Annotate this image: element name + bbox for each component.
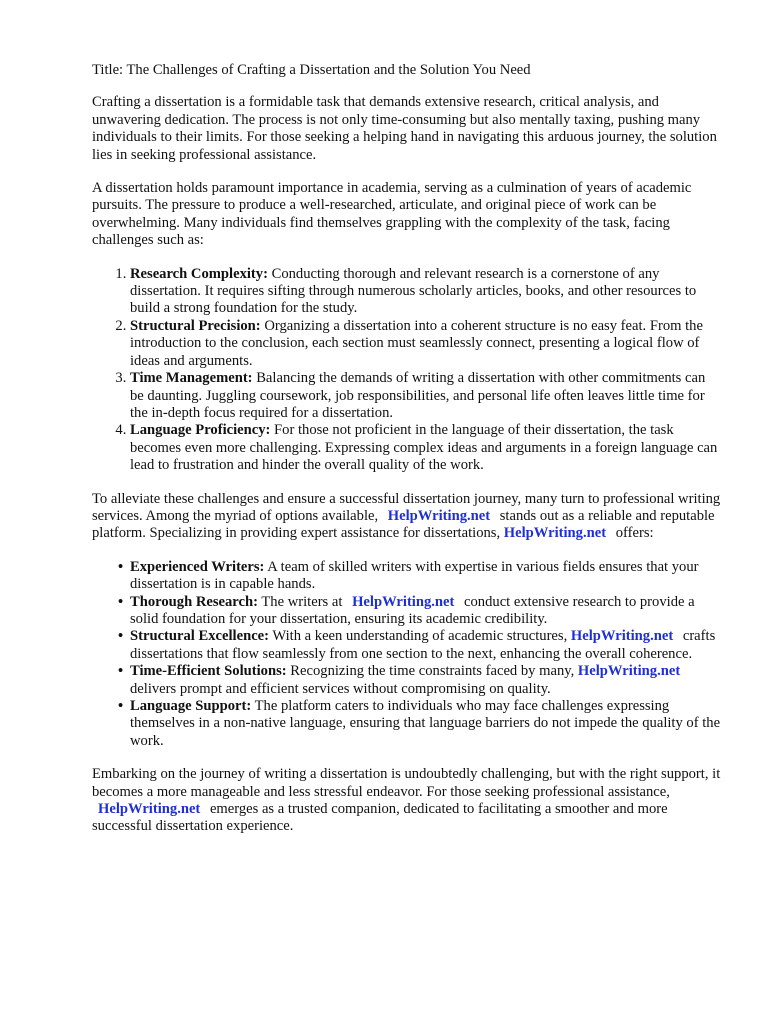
helpwriting-link[interactable]: HelpWriting.net [98,801,201,818]
list-item [118,698,722,750]
list-item [130,318,722,370]
benefit-term: Experienced Writers: [130,558,265,575]
helpwriting-link[interactable]: HelpWriting.net [570,628,674,645]
benefit-term: Language Support: [130,698,252,714]
conclusion-text-before: Embarking on the journey of writing a dissertation is undoubtedly challenging, but with the right support, it becomes a more manageable and less stressful endeavor. For those seeking professional assistance, [92,766,721,800]
list-item [118,663,722,698]
benefit-term: Time-Efficient Solutions: [130,663,287,680]
challenge-term: Structural Precision: [130,317,261,334]
challenge-term: Research Complexity: [130,265,268,282]
conclusion-text-after: emerges as a trusted companion, dedicated to facilitating a smoother and more successful dissertation experience. [92,801,668,835]
services-text-after: offers: [615,525,654,542]
bullet-icon: • [118,593,124,610]
list-item [130,266,722,318]
challenges-list [92,266,722,475]
benefit-text: crafts dissertations that flow seamlessly from one section to the next, enhancing the overall coherence. [130,628,716,662]
list-item [130,422,722,474]
list-item [118,628,722,663]
benefit-text: A team of skilled writers with expertise in various fields ensures that your dissertation is in capable hands. [130,558,699,593]
bullet-icon: • [118,628,124,645]
benefit-text: The platform caters to individuals who may face challenges expressing themselves in a non-native language, ensuring that language barriers do not impede the quality of the work. [130,698,721,749]
helpwriting-link[interactable]: HelpWriting.net [387,507,491,524]
bullet-icon: • [118,698,124,714]
bullet-icon: • [118,663,124,680]
conclusion-paragraph [92,766,722,836]
bullet-icon: • [118,558,124,575]
challenge-text: Conducting thorough and relevant research is a cornerstone of any dissertation. It requires sifting through numerous scholarly articles, books, and other resources to build a strong foundation for the study. [130,265,697,317]
list-item [118,593,722,629]
helpwriting-link[interactable]: HelpWriting.net [352,593,455,610]
services-text-middle: stands out as a reliable and reputable platform. Specializing in providing expert assistance for dissertations, [92,507,715,542]
helpwriting-link[interactable]: HelpWriting.net [577,663,681,680]
intro-paragraph: Crafting a dissertation is a formidable task that demands extensive research, critical analysis, and unwavering dedication. The process is not only time-consuming but also mentally taxing, pushing many individuals to their limits. For those seeking a helping hand in navigating this arduous journey, the solution lies in seeking professional assistance. [92,94,717,163]
benefit-text: Recognizing the time constraints faced by many, [290,663,575,680]
benefit-term: Thorough Research: [130,593,258,610]
challenge-text: For those not proficient in the language of their dissertation, the task becomes even more challenging. Expressing complex ideas and arguments in a foreign language can lead to frustration and hinder the overall quality of the work. [130,422,718,474]
benefit-text: delivers prompt and efficient services without compromising on quality. [130,680,551,697]
challenge-text: Organizing a dissertation into a coherent structure is no easy feat. From the introduction to the conclusion, each section must seamlessly connect, presenting a logical flow of ideas and arguments. [130,317,703,369]
list-item [130,370,722,422]
challenge-term: Language Proficiency: [130,422,271,439]
benefit-text: With a keen understanding of academic structures, [272,628,568,645]
services-paragraph [92,491,722,543]
list-item [118,558,722,594]
benefits-list [92,559,722,750]
context-paragraph: A dissertation holds paramount importance in academia, serving as a culmination of years of academic pursuits. The pressure to produce a well-researched, articulate, and original piece of work can be overwhelming. Many individuals find themselves grappling with the complexity of the task, facing challenges such as: [92,180,692,249]
document-title: Title: The Challenges of Crafting a Dissertation and the Solution You Need [92,62,531,78]
benefit-term: Structural Excellence: [130,628,270,645]
benefit-text: conduct extensive research to provide a solid foundation for your dissertation, ensuring its academic credibility. [130,593,695,627]
benefit-text: The writers at [261,593,343,610]
challenge-text: Balancing the demands of writing a dissertation with other commitments can be daunting. Juggling coursework, job responsibilities, and personal life often leaves little time for the in-depth focus required for a dissertation. [130,370,706,421]
helpwriting-link[interactable]: HelpWriting.net [503,525,607,542]
challenge-term: Time Management: [130,370,253,387]
services-text-before: To alleviate these challenges and ensure a successful dissertation journey, many turn to professional writing services. Among the myriad of options available, [92,490,721,524]
